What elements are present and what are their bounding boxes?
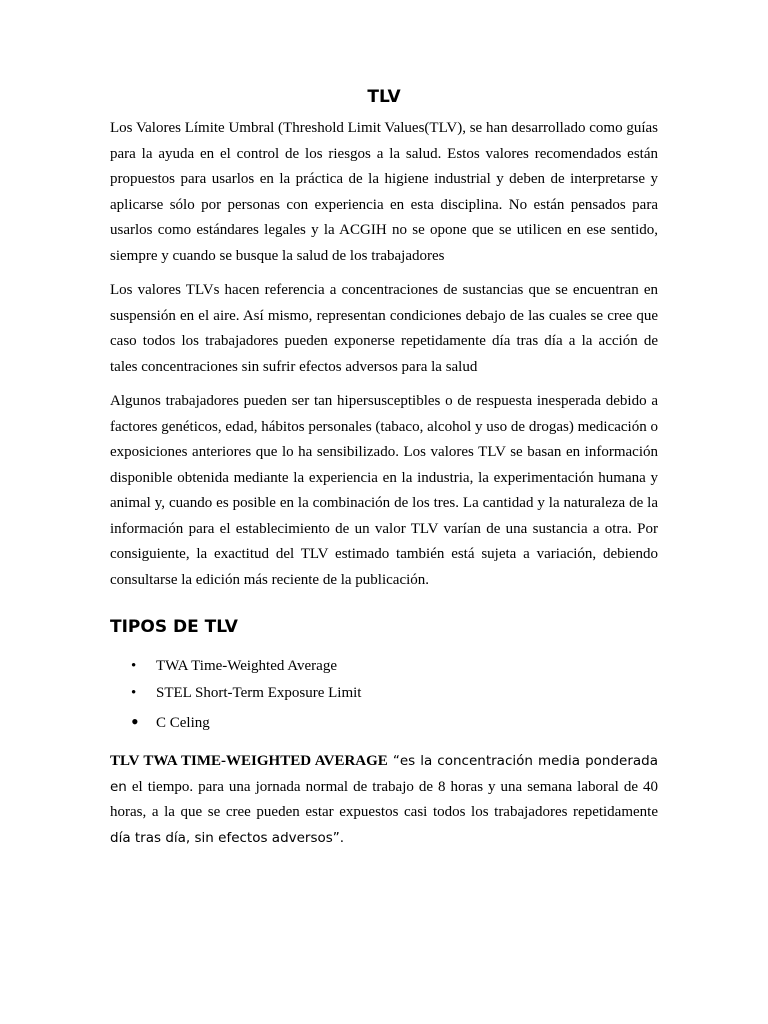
list-item — [110, 680, 658, 707]
bullet-icon: • — [131, 685, 137, 701]
paragraph-twa-definition — [110, 749, 658, 851]
twa-quote-start: “es la concentración media ponderada en — [110, 753, 658, 795]
twa-body: el tiempo. para una jornada normal de trabajo de 8 horas y una semana laboral de 40 horas, a la que se cree pueden estar expuestos casi todos los trabajadores repetidamente — [110, 778, 658, 820]
tlv-types-list — [110, 653, 658, 737]
list-item — [110, 710, 658, 737]
twa-quote-end: día tras día, sin efectos adversos”. — [110, 829, 345, 846]
document-title: TLV — [367, 87, 401, 107]
list-item-label: TWA Time-Weighted Average — [156, 658, 337, 674]
list-item — [110, 653, 658, 680]
list-item-label: STEL Short-Term Exposure Limit — [156, 685, 362, 701]
bullet-icon: • — [131, 658, 137, 674]
bullet-icon: • — [131, 709, 139, 734]
list-item-label: C Celing — [156, 715, 210, 731]
paragraph-susceptibility: Algunos trabajadores pueden ser tan hipersusceptibles o de respuesta inesperada debido a factores genéticos, edad, hábitos personales (tabaco, alcohol y uso de drogas) medicación o exposiciones anteriores que lo ha sensibilizado. Los valores TLV se basan en información disponible obtenida mediante la experiencia en la industria, la experimentación humana y animal y, cuando es posible en la combinación de los tres. La cantidad y la naturaleza de la información para el establecimiento de un valor TLV varían de una sustancia a otra. Por consiguiente, la exactitud del TLV estimado también está sujeta a variación, debiendo consultarse la edición más reciente de la publicación. — [110, 393, 658, 588]
paragraph-intro: Los Valores Límite Umbral (Threshold Limit Values(TLV), se han desarrollado como guías para la ayuda en el control de los riesgos a la salud. Estos valores recomendados están propuestos para usarlos en la práctica de la higiene industrial y deben de interpretarse y aplicarse sólo por personas con experiencia en esta disciplina. No están pensados para usarlos como estándares legales y la ACGIH no se opone que se utilicen en ese sentido, siempre y cuando se busque la salud de los trabajadores — [110, 120, 658, 264]
section-title-tipos: TIPOS DE TLV — [110, 617, 238, 637]
twa-lead: TLV TWA TIME-WEIGHTED AVERAGE — [110, 753, 388, 769]
paragraph-concentrations: Los valores TLVs hacen referencia a concentraciones de sustancias que se encuentran en suspensión en el aire. Así mismo, representan condiciones debajo de las cuales se cree que caso todos los trabajadores pueden exponerse repetidamente día tras día a la acción de tales concentraciones sin sufrir efectos adversos para la salud — [110, 282, 658, 375]
